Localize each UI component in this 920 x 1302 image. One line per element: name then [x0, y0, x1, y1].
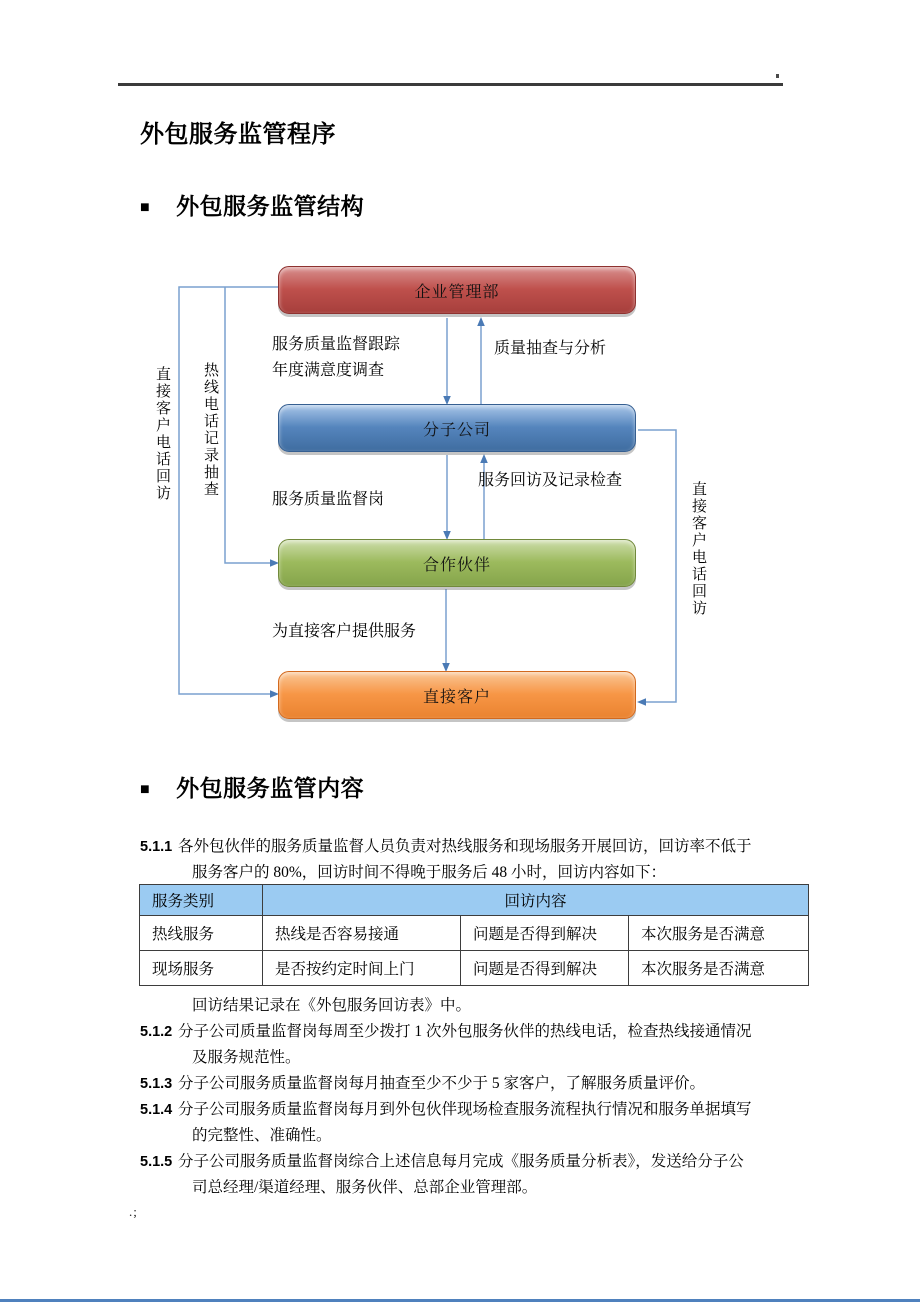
table-cell: 本次服务是否满意	[629, 951, 809, 986]
paragraph-5-1-5	[140, 1149, 820, 1201]
table-note: 回访结果记录在《外包服务回访表》中。	[192, 997, 472, 1014]
square-bullet-icon: ■	[140, 781, 151, 798]
paragraph-5-1-3	[140, 1071, 820, 1097]
page-title: 外包服务监管程序	[140, 121, 336, 148]
table-cell: 热线服务	[140, 916, 263, 951]
org-box-label: 直接客户	[422, 688, 491, 706]
vertical-label-direct-customer-callback-left: 直接客户电话回访	[154, 366, 170, 502]
clause-number: 5.1.5	[140, 1154, 173, 1170]
vertical-label-direct-customer-callback-right: 直接客户电话回访	[690, 481, 706, 617]
clause-number: 5.1.2	[140, 1024, 173, 1040]
paragraph-5-1-1	[140, 834, 800, 885]
table-header-review-content: 回访内容	[263, 885, 809, 916]
org-box-label: 合作伙伴	[422, 556, 491, 574]
paragraph-line: 的完整性、准确性。	[192, 1127, 332, 1144]
table-row	[140, 951, 809, 986]
paragraph-5-1-2	[140, 1019, 820, 1071]
org-box-label: 企业管理部	[414, 283, 500, 301]
org-box-subsidiary	[278, 404, 636, 452]
content-paragraphs	[140, 993, 820, 1201]
paragraph-line: 及服务规范性。	[192, 1049, 301, 1066]
table-cell: 是否按约定时间上门	[263, 951, 461, 986]
section-heading-text: 外包服务监管结构	[176, 193, 365, 219]
flow-label-quality-tracking	[272, 332, 400, 384]
flow-label-line: 服务质量监督跟踪	[272, 336, 401, 353]
table-cell: 本次服务是否满意	[629, 916, 809, 951]
paragraph-line: 5.1.3 分子公司服务质量监督岗每月抽查至少不少于 5 家客户，了解服务质量评价。	[140, 1071, 820, 1097]
flow-label-line: 年度满意度调查	[272, 362, 385, 379]
page-bottom-rule	[0, 1299, 920, 1302]
flow-label-quality-post: 服务质量监督岗	[272, 491, 385, 508]
clause-number: 5.1.3	[140, 1076, 173, 1092]
flow-label-provide-service: 为直接客户提供服务	[272, 623, 417, 640]
flow-label-service-review: 服务回访及记录检查	[478, 472, 623, 489]
org-box-label: 分子公司	[422, 421, 491, 439]
table-cell: 现场服务	[140, 951, 263, 986]
paragraph-line: 5.1.2 分子公司质量监督岗每周至少拨打 1 次外包服务伙伴的热线电话，检查热线接通情况	[140, 1019, 820, 1045]
org-box-partner	[278, 539, 636, 587]
table-header-row	[140, 885, 809, 916]
review-content-table	[139, 884, 809, 986]
paragraph-line: 司总经理/渠道经理、服务伙伴、总部企业管理部。	[192, 1179, 538, 1196]
paragraph-line: 服务客户的 80%，回访时间不得晚于服务后 48 小时，回访内容如下：	[192, 864, 667, 881]
table-header-service-type: 服务类别	[140, 885, 263, 916]
table-cell: 问题是否得到解决	[461, 916, 629, 951]
table-row	[140, 916, 809, 951]
section-heading-content	[140, 770, 364, 803]
org-box-direct-customer	[278, 671, 636, 719]
paragraph-line: 5.1.5 分子公司服务质量监督岗综合上述信息每月完成《服务质量分析表》，发送给分子公	[140, 1149, 820, 1175]
stray-punctuation-mark: .;	[129, 1204, 138, 1219]
clause-number: 5.1.4	[140, 1102, 173, 1118]
section-heading-text: 外包服务监管内容	[176, 775, 365, 801]
square-bullet-icon: ■	[140, 199, 151, 216]
flow-label-quality-sampling: 质量抽查与分析	[494, 340, 607, 357]
vertical-label-hotline-record-check: 热线电话记录抽查	[202, 362, 218, 498]
paragraph-5-1-4	[140, 1097, 820, 1149]
table-cell: 问题是否得到解决	[461, 951, 629, 986]
paragraph-line: 5.1.1 各外包伙伴的服务质量监督人员负责对热线服务和现场服务开展回访，回访率不低于	[140, 834, 800, 860]
clause-number: 5.1.1	[140, 839, 173, 855]
org-box-enterprise-management	[278, 266, 636, 314]
table-cell: 热线是否容易接通	[263, 916, 461, 951]
paragraph-line: 5.1.4 分子公司服务质量监督岗每月到外包伙伴现场检查服务流程执行情况和服务单据填写	[140, 1097, 820, 1123]
